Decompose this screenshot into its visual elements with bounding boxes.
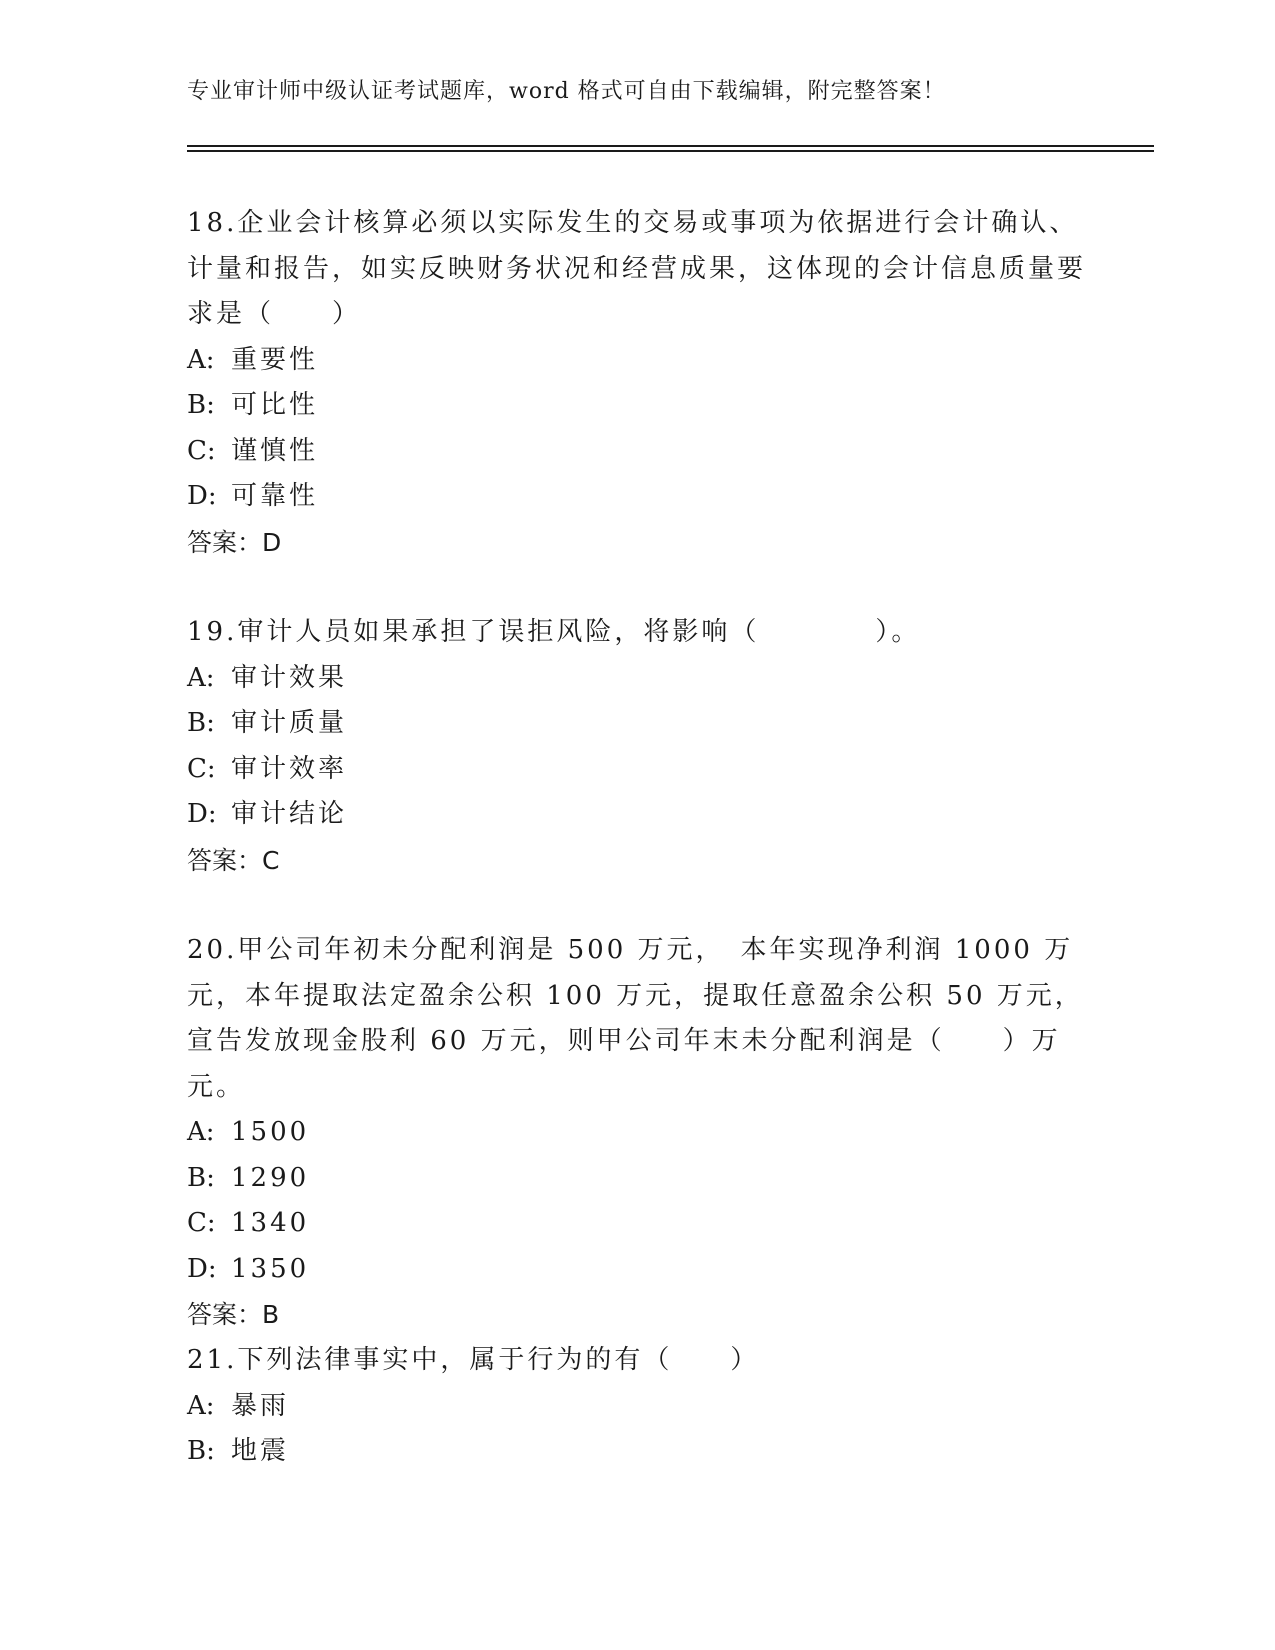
question-20 bbox=[187, 928, 1087, 1338]
question-stem: 21.下列法律事实中，属于行为的有（ ） bbox=[187, 1345, 760, 1375]
option-key: A: bbox=[187, 344, 215, 375]
option-a bbox=[187, 656, 1087, 702]
answer-line: 答案：B bbox=[187, 1300, 280, 1329]
option-text: 地震 bbox=[231, 1436, 290, 1466]
option-b bbox=[187, 701, 1087, 747]
option-key: C: bbox=[187, 753, 216, 784]
option-text: 暴雨 bbox=[231, 1390, 290, 1421]
question-stem: 20.甲公司年初未分配利润是 500 万元， 本年实现净利润 1000 万元，本年提取法定盈余公积 100 万元，提取任意盈余公积 50 万元，宣告发放现金股利 60 万元，则甲公司年末未分配利润是（ ）万元。 bbox=[187, 935, 1084, 1102]
option-a bbox=[187, 338, 1087, 384]
option-c bbox=[187, 429, 1087, 475]
option-text: 1290 bbox=[231, 1162, 310, 1193]
option-a bbox=[187, 1110, 1087, 1156]
option-key: D: bbox=[187, 1253, 217, 1284]
option-key: D: bbox=[187, 481, 217, 511]
option-text: 可比性 bbox=[231, 390, 319, 420]
question-18 bbox=[187, 201, 1087, 565]
option-d bbox=[187, 1247, 1087, 1293]
option-key: B: bbox=[187, 1436, 215, 1466]
option-b bbox=[187, 383, 1087, 429]
option-text: 审计效率 bbox=[231, 753, 348, 784]
answer-line: 答案：C bbox=[187, 845, 280, 875]
option-b bbox=[187, 1156, 1087, 1202]
option-text: 谨慎性 bbox=[231, 435, 319, 466]
question-19 bbox=[187, 610, 1087, 883]
option-key: A: bbox=[187, 662, 215, 693]
answer-line: 答案：D bbox=[187, 527, 282, 557]
question-21 bbox=[187, 1338, 1087, 1475]
option-text: 审计效果 bbox=[231, 662, 348, 693]
option-key: A: bbox=[187, 1117, 215, 1147]
option-key: A: bbox=[187, 1390, 215, 1421]
option-text: 审计结论 bbox=[231, 799, 348, 829]
header-divider-top bbox=[187, 145, 1154, 147]
option-text: 可靠性 bbox=[231, 481, 319, 511]
option-a bbox=[187, 1384, 1087, 1430]
question-stem: 19.审计人员如果承担了误拒风险，将影响（ ）。 bbox=[187, 617, 921, 647]
option-key: C: bbox=[187, 1208, 216, 1238]
option-d bbox=[187, 474, 1087, 520]
option-key: B: bbox=[187, 390, 215, 420]
header-divider-bottom bbox=[187, 150, 1154, 152]
option-key: D: bbox=[187, 799, 217, 829]
question-stem: 18.企业会计核算必须以实际发生的交易或事项为依据进行会计确认、计量和报告，如实反映财务状况和经营成果，这体现的会计信息质量要求是（ ） bbox=[187, 208, 1087, 329]
option-b bbox=[187, 1429, 1087, 1475]
option-key: C: bbox=[187, 435, 216, 466]
option-c bbox=[187, 1201, 1087, 1247]
option-text: 1350 bbox=[231, 1253, 310, 1284]
option-c bbox=[187, 747, 1087, 793]
option-d bbox=[187, 792, 1087, 838]
option-text: 审计质量 bbox=[231, 708, 348, 738]
option-key: B: bbox=[187, 1162, 215, 1193]
option-text: 1340 bbox=[231, 1208, 310, 1238]
option-key: B: bbox=[187, 708, 215, 738]
option-text: 1500 bbox=[231, 1117, 310, 1147]
option-text: 重要性 bbox=[231, 344, 319, 375]
page-header-text: 专业审计师中级认证考试题库，word 格式可自由下载编辑，附完整答案！ bbox=[187, 79, 946, 104]
